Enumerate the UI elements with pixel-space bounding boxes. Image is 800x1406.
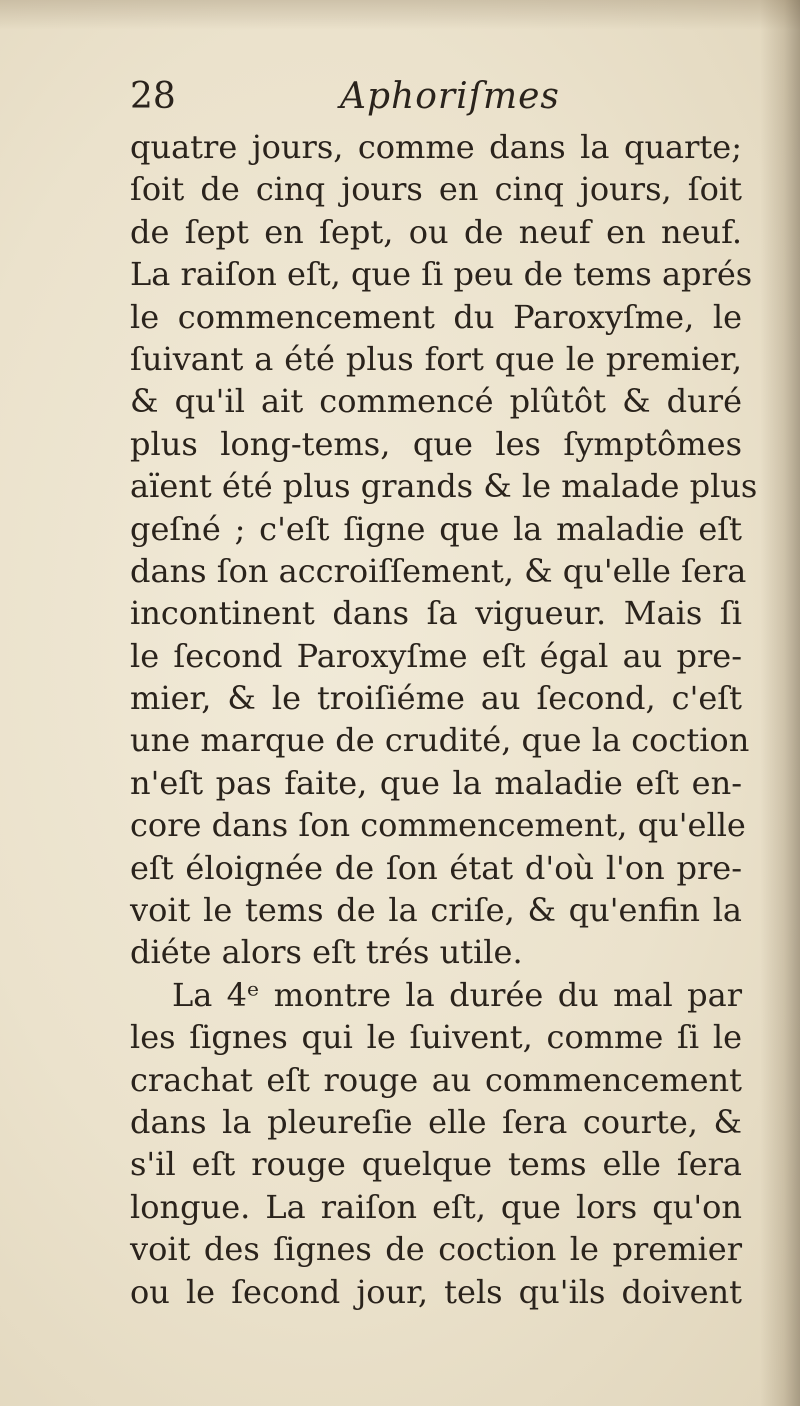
text-line: mier, & le troiſiéme au ſecond, c'eſt (130, 679, 742, 718)
text-line: & qu'il ait commencé plûtôt & duré (130, 382, 742, 421)
page-header (130, 72, 740, 122)
text-line: quatre jours, comme dans la quarte; (130, 128, 742, 166)
text-line: incontinent dans ſa vigueur. Mais ſi (130, 594, 742, 633)
text-line: dans ſon accroiſſement, & qu'elle ſera (130, 551, 747, 590)
page-gutter-shadow (760, 0, 800, 1406)
text-line: le commencement du Paroxyſme, le (130, 297, 742, 336)
text-line: plus long-tems, que les ſymptômes (130, 424, 742, 463)
text-line: ſuivant a été plus fort que le premier, (130, 339, 742, 378)
text-line: n'eſt pas faite, que la maladie eſt en- (130, 763, 742, 802)
text-line: de ſept en ſept, ou de neuf en neuf. (130, 212, 742, 251)
text-line: La raiſon eſt, que ſi peu de tems aprés (130, 255, 753, 294)
text-line: ou le ſecond jour, tels qu'ils doivent (130, 1272, 742, 1311)
text-line: ſoit de cinq jours en cinq jours, ſoit (130, 170, 742, 209)
text-line: eſt éloignée de ſon état d'où l'on pre- (130, 848, 742, 887)
page-number: 28 (130, 76, 176, 117)
text-line: aïent été plus grands & le malade plus (130, 467, 758, 506)
text-line: le ſecond Paroxyſme eſt égal au pre- (130, 636, 742, 675)
text-line: core dans ſon commencement, qu'elle (130, 806, 746, 845)
text-line: crachat eſt rouge au commencement (130, 1060, 742, 1099)
text-line: une marque de crudité, que la coction (130, 721, 750, 760)
text-line: dans la pleureſie elle ſera courte, & (130, 1102, 742, 1141)
text-line: longue. La raiſon eſt, que lors qu'on (130, 1187, 742, 1226)
body-text (130, 126, 758, 1313)
text-line: geſné ; c'eſt ſigne que la maladie eſt (130, 509, 742, 548)
text-line: La 4ᵉ montre la durée du mal par (172, 975, 742, 1014)
text-line: voit le tems de la criſe, & qu'enfin la (130, 891, 742, 930)
running-title: Aphoriſmes (340, 76, 560, 117)
text-line: voit des ſignes de coction le premier (130, 1230, 742, 1269)
text-line: les ſignes qui le ſuivent, comme ſi le (130, 1018, 742, 1057)
page-top-shadow (0, 0, 800, 30)
text-line: s'il eſt rouge quelque tems elle ſera (130, 1145, 742, 1184)
text-line: diéte alors eſt trés utile. (130, 933, 523, 972)
